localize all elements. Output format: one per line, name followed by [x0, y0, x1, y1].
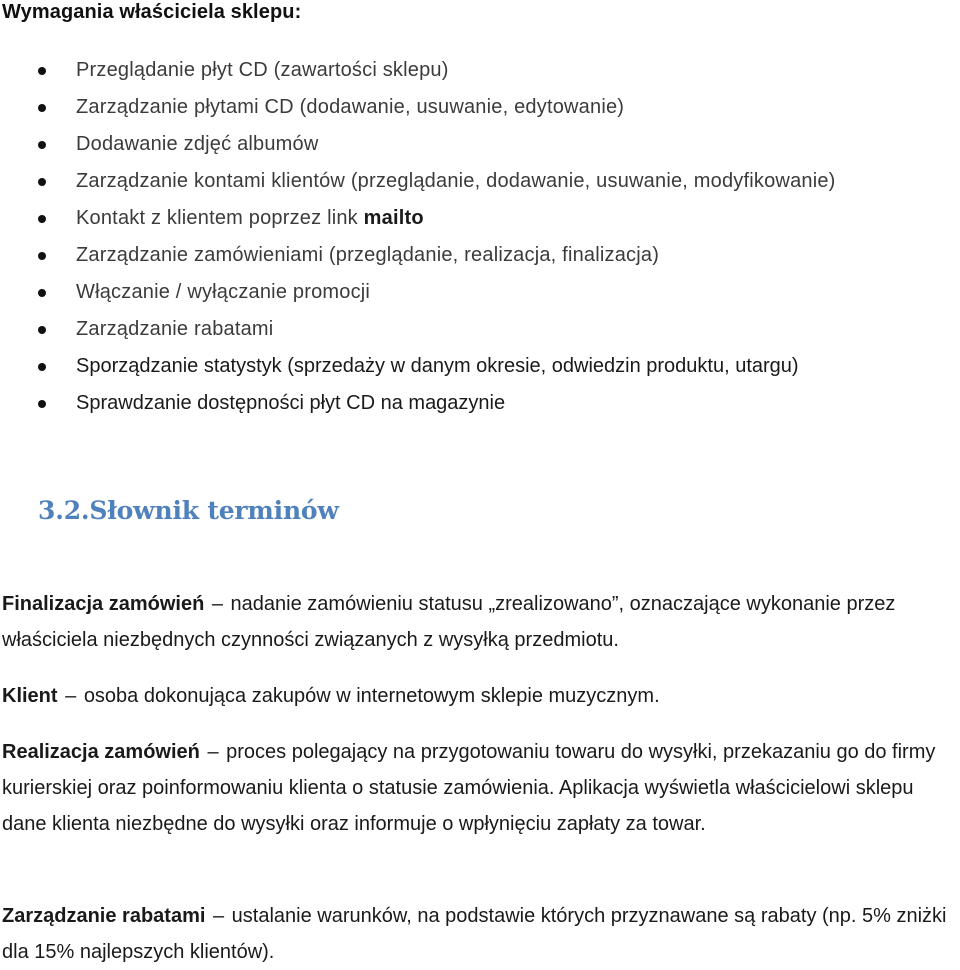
- glossary-definition: nadanie zamówieniu statusu „zrealizowano”, oznaczające wykonanie przez właściciela niezbędnych czynności związanych z wysyłką przedmiotu.: [2, 593, 896, 651]
- requirement-text: Zarządzanie płytami CD (dodawanie, usuwanie, edytowanie): [76, 96, 625, 118]
- glossary-dash: –: [65, 685, 77, 707]
- bullet-icon: [38, 67, 46, 75]
- glossary-dash: –: [211, 593, 223, 615]
- bullet-icon: [38, 252, 46, 260]
- glossary-term: Realizacja zamówień: [2, 741, 200, 763]
- glossary-definition: osoba dokonująca zakupów w internetowym sklepie muzycznym.: [83, 685, 660, 707]
- bullet-icon: [38, 178, 46, 186]
- bullet-icon: [38, 104, 46, 112]
- glossary-entry: [2, 586, 960, 658]
- glossary-term: Klient: [2, 685, 58, 707]
- bullet-icon: [38, 215, 46, 223]
- glossary-heading: 3.2.Słownik terminów: [38, 496, 339, 525]
- mailto-link-text: mailto: [363, 207, 424, 229]
- requirement-text-plain: Kontakt z klientem poprzez link: [76, 207, 364, 229]
- requirement-text: Dodawanie zdjęć albumów: [76, 133, 319, 155]
- glossary-definition: ustalanie warunków, na podstawie których przyznawane są rabaty (np. 5% zniżki dla 15% najlepszych klientów).: [2, 905, 947, 963]
- requirement-text: Sporządzanie statystyk (sprzedaży w danym okresie, odwiedzin produktu, utargu): [76, 355, 799, 377]
- requirement-text: Przeglądanie płyt CD (zawartości sklepu): [76, 59, 449, 81]
- glossary-definition: proces polegający na przygotowaniu towaru do wysyłki, przekazaniu go do firmy kurierskiej oraz poinformowaniu klienta o statusie zamówienia. Aplikacja wyświetla właścicielowi sklepu dane klienta niezbędne do wysyłki oraz informuje o wpłynięciu zapłaty za towar.: [2, 741, 936, 835]
- glossary-entry: [2, 734, 960, 842]
- glossary-entry: [2, 678, 960, 714]
- bullet-icon: [38, 400, 46, 408]
- glossary-entry: [2, 898, 960, 970]
- glossary-term: Finalizacja zamówień: [2, 593, 205, 615]
- glossary-dash: –: [207, 741, 219, 763]
- bullet-icon: [38, 326, 46, 334]
- requirement-text: Włączanie / wyłączanie promocji: [76, 281, 371, 303]
- requirement-text: [76, 200, 424, 237]
- owner-requirements-heading: Wymagania właściciela sklepu:: [2, 1, 302, 23]
- bullet-icon: [38, 363, 46, 371]
- glossary-dash: –: [212, 905, 225, 927]
- glossary-term: Zarządzanie rabatami: [2, 905, 206, 927]
- bullet-icon: [38, 141, 46, 149]
- requirement-text: Zarządzanie rabatami: [76, 318, 274, 340]
- requirement-text: Zarządzanie zamówieniami (przeglądanie, realizacja, finalizacja): [76, 244, 660, 266]
- requirement-text: Zarządzanie kontami klientów (przeglądanie, dodawanie, usuwanie, modyfikowanie): [76, 170, 836, 192]
- bullet-icon: [38, 289, 46, 297]
- requirement-text: Sprawdzanie dostępności płyt CD na magazynie: [76, 392, 506, 414]
